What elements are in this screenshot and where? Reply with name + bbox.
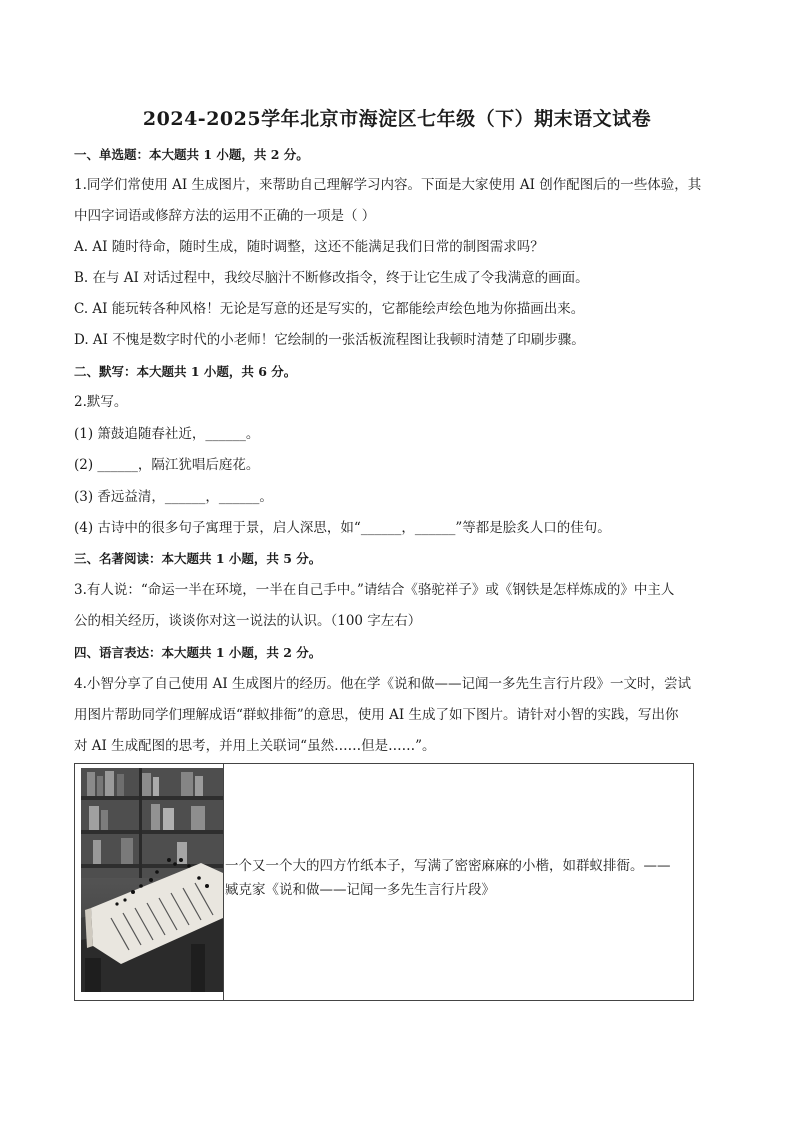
figure-caption-line-2: 臧克家《说和做——记闻一多先生言行片段》 [225, 882, 495, 898]
q1-option-b: B. 在与 AI 对话过程中，我绞尽脑汁不断修改指令，终于让它生成了令我满意的画面。 [74, 270, 589, 286]
q2-item-3: (3) 香远益清，______，______。 [74, 489, 273, 505]
q3-stem-line-1: 3.有人说：“命运一半在环境，一半在自己手中。”请结合《骆驼祥子》或《钢铁是怎样炼成的》中主人 [74, 582, 675, 598]
section-3-heading: 三、名著阅读：本大题共 1 小题，共 5 分。 [74, 551, 322, 566]
q4-stem-line-1: 4.小智分享了自己使用 AI 生成图片的经历。他在学《说和做——记闻一多先生言行片段》一文时，尝试 [74, 676, 692, 692]
figure-divider [223, 764, 224, 1000]
q2-stem: 2.默写。 [74, 394, 128, 410]
q2-item-2: (2) ______，隔江犹唱后庭花。 [74, 457, 260, 473]
figure-table [74, 763, 694, 1001]
exam-title: 2024-2025学年北京市海淀区七年级（下）期末语文试卷 [142, 108, 652, 130]
section-1-heading: 一、单选题：本大题共 1 小题，共 2 分。 [74, 147, 309, 162]
figure-caption-line-1: 一个又一个大的四方竹纸本子，写满了密密麻麻的小楷，如群蚁排衙。—— [225, 858, 671, 874]
figure-caption [225, 854, 689, 902]
q1-stem-line-1: 1.同学们常使用 AI 生成图片，来帮助自己理解学习内容。下面是大家使用 AI 创作配图后的一些体验，其 [74, 177, 702, 193]
q2-item-1: (1) 箫鼓追随春社近，______。 [74, 426, 260, 442]
q4-stem-line-3: 对 AI 生成配图的思考，并用上关联词“虽然……但是……”。 [74, 738, 436, 754]
ai-generated-ants-on-scroll-image [81, 768, 224, 992]
q3-stem-line-2: 公的相关经历，谈谈你对这一说法的认识。（100 字左右） [74, 613, 422, 629]
section-2-heading: 二、默写：本大题共 1 小题，共 6 分。 [74, 364, 297, 379]
q1-option-a: A. AI 随时待命，随时生成，随时调整，这还不能满足我们日常的制图需求吗？ [74, 239, 544, 255]
q1-option-c: C. AI 能玩转各种风格！无论是写意的还是写实的，它都能绘声绘色地为你描画出来。 [74, 301, 585, 317]
q4-stem-line-2: 用图片帮助同学们理解成语“群蚁排衙”的意思，使用 AI 生成了如下图片。请针对小智的实践，写出你 [74, 707, 679, 723]
q2-item-4: (4) 古诗中的很多句子寓理于景，启人深思，如“______，______”等都是脍炙人口的佳句。 [74, 520, 611, 536]
section-4-heading: 四、语言表达：本大题共 1 小题，共 2 分。 [74, 645, 322, 660]
q1-stem-line-2: 中四字词语或修辞方法的运用不正确的一项是（ ） [74, 208, 376, 224]
q1-option-d: D. AI 不愧是数字时代的小老师！它绘制的一张活板流程图让我顿时清楚了印刷步骤。 [74, 332, 585, 348]
